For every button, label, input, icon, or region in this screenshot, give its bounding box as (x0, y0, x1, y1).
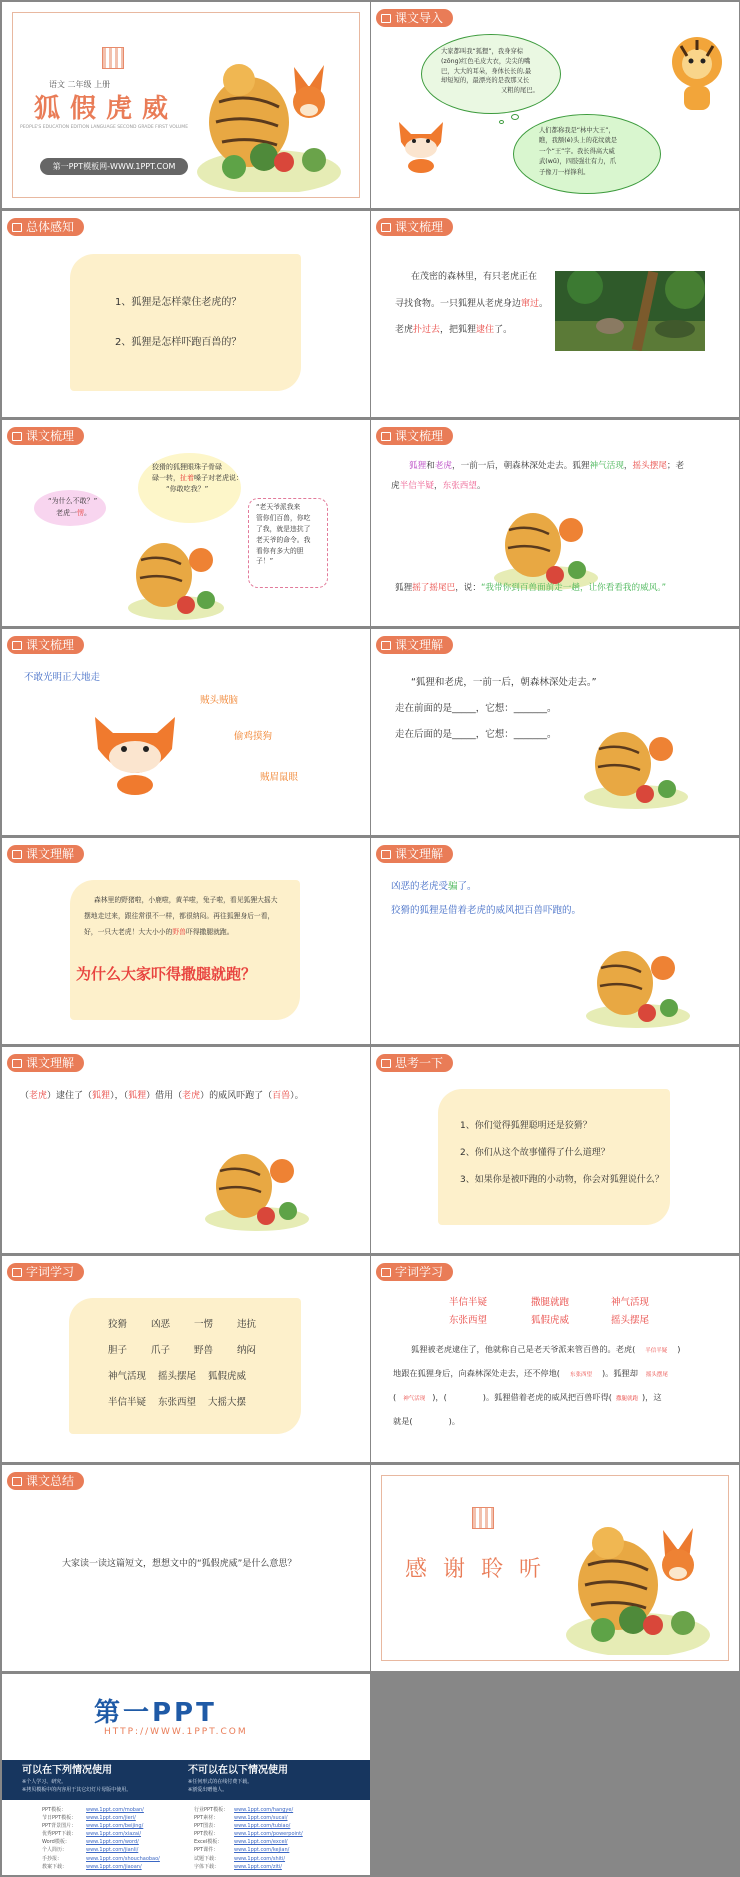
word: 违抗 (237, 1319, 257, 1330)
idiom: 贼眉鼠眼 (260, 772, 299, 783)
vocab-row (108, 1394, 278, 1420)
passage (84, 893, 278, 941)
link-row (194, 1846, 303, 1854)
text: ，一前一后，朝森林深处走去。狐狸 (452, 461, 590, 471)
link[interactable]: www.1ppt.com/tubiao/ (234, 1823, 291, 1830)
text: ，说： (455, 583, 481, 593)
book-icon (381, 1059, 391, 1068)
tiger-illustration (667, 34, 727, 114)
idiom: 偷鸡摸狗 (234, 731, 273, 742)
link[interactable]: www.1ppt.com/sucai/ (234, 1815, 288, 1822)
answer: 神气活现 (403, 1396, 426, 1402)
line: 子！” (256, 557, 274, 566)
link-label: 试题下载： (194, 1855, 220, 1862)
text: ）。 (290, 1091, 304, 1101)
answer: 撒腿就跑 (615, 1396, 638, 1402)
idiom: 摇头摆尾 (611, 1315, 650, 1326)
book-icon (381, 14, 391, 23)
text-line: 不敢光明正大地走 (24, 672, 101, 683)
text: ，把狐狸 (440, 325, 477, 335)
slide-intro[interactable] (371, 2, 739, 208)
word: 一愣 (194, 1319, 214, 1330)
slide-vocab-1[interactable] (2, 1256, 370, 1462)
highlight: 窜过 (521, 299, 540, 309)
link-row (42, 1863, 160, 1871)
book-icon (381, 432, 391, 441)
line: “老天爷派我来 (256, 503, 301, 511)
title-small: 语文 二年级 上册 (49, 80, 111, 89)
line: 了我，就是违抗了 (256, 524, 311, 533)
text: 就是( (393, 1416, 413, 1426)
slide-text-outline-4[interactable] (2, 629, 370, 835)
tiger-illustration (126, 520, 226, 620)
section-tag (376, 1263, 453, 1281)
line: 看你有多大的胆 (256, 546, 304, 555)
section-tag (7, 1263, 84, 1281)
tiger-illustration (563, 1505, 713, 1655)
tiger-illustration (194, 42, 344, 192)
link-row (194, 1814, 303, 1822)
links-right (194, 1806, 303, 1871)
word: 狐假虎威 (208, 1371, 247, 1382)
word: 野兽 (194, 1345, 214, 1356)
link[interactable]: www.1ppt.com/kejian/ (234, 1847, 290, 1854)
link-label: 行业PPT模板： (194, 1807, 229, 1813)
vocab-grid (108, 1316, 278, 1420)
text: 。 (477, 481, 486, 491)
text: 。 (84, 508, 91, 517)
tiger-illustration (583, 928, 693, 1028)
question-2: 2、狐狸是怎样吓跑百兽的？ (115, 337, 242, 348)
link-row (194, 1855, 303, 1863)
word: 神气活现 (108, 1371, 147, 1382)
link[interactable]: www.1ppt.com/jianli/ (86, 1847, 139, 1854)
line: “为什么不敢？” (48, 497, 98, 505)
section-tag-label: 课文梳理 (395, 429, 444, 443)
section-tag-label: 课文梳理 (395, 220, 444, 234)
link[interactable]: www.1ppt.com/jiaoan/ (86, 1863, 142, 1870)
question-card (70, 254, 301, 391)
section-tag-label: 课文总结 (26, 1474, 75, 1488)
link[interactable]: www.1ppt.com/ziti/ (234, 1863, 282, 1870)
link-row (42, 1814, 160, 1822)
section-tag (7, 1472, 84, 1490)
tiger-line: 一个“王”字。我长得高大威 (539, 147, 615, 155)
section-tag-label: 课文理解 (395, 638, 444, 652)
title-subtitle: PEOPLE'S EDUCATION EDITION LANGUAGE SECOND GRADE FIRST VOLUME (20, 125, 189, 130)
slide-overview[interactable] (2, 211, 370, 417)
tiger-illustration (581, 709, 691, 809)
highlight: 逮住 (476, 325, 495, 335)
slide-understanding-1[interactable] (371, 629, 739, 835)
book-icon (472, 1507, 494, 1529)
fox-line: (zōng)红色毛皮大衣，尖尖的嘴 (441, 57, 531, 65)
fox-line: 却短短的，最漂亮的是我那又长 (441, 77, 530, 85)
text: )，( (432, 1392, 447, 1402)
slide-thanks[interactable] (371, 1465, 739, 1671)
book-icon (381, 850, 391, 859)
logo-url: HTTP://WWW.1PPT.COM (104, 1727, 248, 1737)
question: 为什么大家吓得撒腿就跑？ (76, 965, 257, 983)
link-label: Excel模板： (194, 1839, 223, 1846)
can-title: 可以在下列情况使用 (22, 1765, 112, 1776)
can-items (22, 1778, 131, 1794)
text-line: 在茂密的森林里，有只老虎正在 (411, 272, 538, 282)
fox-line: 巴，大大的耳朵，身体长长的,最 (441, 67, 532, 75)
item: ※拷贝模板中的内容用于其它幻灯片母版中使用。 (22, 1787, 132, 1793)
text: ），（ (110, 1091, 129, 1101)
word: 狡猾 (108, 1319, 128, 1330)
question-1: 1、你们觉得狐狸聪明还是狡猾？ (460, 1121, 592, 1131)
fox-intro-text (441, 47, 539, 96)
tiger-intro-text (539, 126, 617, 178)
text-line (395, 298, 548, 312)
text: 碌一转， (152, 474, 180, 483)
text: 和 (426, 461, 435, 471)
text: 。 (539, 299, 549, 309)
section-tag-label: 课文理解 (26, 1056, 75, 1070)
forest-scene (555, 271, 705, 351)
vocab-row (108, 1342, 278, 1368)
item: ※个人学习、研究。 (22, 1779, 67, 1785)
logo: 第一PPT (94, 1698, 217, 1728)
slide-understanding-4[interactable] (2, 1047, 370, 1253)
book-icon (381, 223, 391, 232)
section-tag (376, 1054, 453, 1072)
text: ， (623, 461, 633, 471)
link[interactable]: www.1ppt.com/hangye/ (234, 1807, 294, 1813)
link-label: 个人简历： (42, 1847, 68, 1854)
links-left (42, 1806, 160, 1871)
idiom: 半信半疑 (449, 1297, 488, 1308)
text: 老虎一 (56, 508, 77, 517)
bubble-dot (499, 120, 504, 124)
book-icon (12, 432, 22, 441)
link[interactable]: www.1ppt.com/shiti/ (234, 1855, 286, 1862)
vocab-row (108, 1368, 278, 1394)
text: )。狐狸借着老虎的威风把百兽吓得( (482, 1392, 612, 1402)
section-tag-label: 字词学习 (26, 1265, 75, 1279)
link[interactable]: www.1ppt.com/moban/ (86, 1807, 144, 1813)
word: 摇头摆尾 (158, 1371, 197, 1382)
link-label: 教案下载： (42, 1863, 68, 1870)
line (48, 508, 97, 520)
thanks-text: 感谢聆听 (405, 1557, 558, 1582)
highlight: “我带你到百兽面前走一趟，让你看看我的威风。” (480, 583, 667, 593)
link-label: PPT背景图片： (42, 1823, 77, 1830)
text: 老虎 (395, 325, 414, 335)
link[interactable]: www.1ppt.com/xiazai/ (86, 1831, 142, 1838)
link-row (42, 1855, 160, 1863)
highlight: 东张西望 (442, 481, 477, 491)
section-tag-label: 课文导入 (395, 11, 444, 25)
link-row (42, 1838, 160, 1846)
slide-title-text: 狐假虎威 (34, 94, 179, 124)
link-row (194, 1822, 303, 1830)
answer: 百兽 (272, 1091, 291, 1101)
slide-vocab-2[interactable] (371, 1256, 739, 1462)
section-tag (7, 1054, 84, 1072)
word: 半信半疑 (108, 1397, 147, 1408)
answer: 摇头摆尾 (645, 1372, 668, 1378)
text: ( (393, 1392, 397, 1402)
fox-illustration (90, 707, 180, 797)
text: )。狐狸却 (601, 1368, 638, 1378)
item: ※任何形式的在线付费下载。 (188, 1779, 253, 1785)
slide-understanding-2[interactable] (2, 838, 370, 1044)
link-label: PPT课件： (194, 1847, 219, 1854)
link-row (42, 1830, 160, 1838)
section-tag (376, 845, 453, 863)
link-label: PPT教程： (194, 1831, 219, 1838)
tiger-illustration (202, 1131, 312, 1231)
link-row (42, 1806, 160, 1814)
word: 东张西望 (158, 1397, 197, 1408)
word: 凶恶 (151, 1319, 171, 1330)
idiom: 撒腿就跑 (531, 1297, 570, 1308)
text: )，这 (641, 1392, 662, 1402)
fox-illustration (391, 114, 451, 174)
highlight: 扯着 (180, 474, 194, 483)
section-tag-label: 课文梳理 (26, 638, 75, 652)
text-line (409, 460, 684, 473)
badge: 第一PPT模板网-WWW.1PPT.COM (40, 158, 188, 175)
book-icon (12, 1477, 22, 1486)
section-tag-label: 思考一下 (395, 1056, 444, 1070)
link-row (194, 1838, 303, 1846)
fox-line: 大家都叫我“狐狸”，我身穿棕 (441, 48, 524, 55)
section-tag (376, 9, 453, 27)
highlight: 骗 (448, 881, 458, 892)
text: 狐狸 (395, 583, 413, 593)
link[interactable]: www.1ppt.com/jieri/ (86, 1815, 136, 1822)
book-icon (12, 850, 22, 859)
text: 好，一只大老虎！大大小小的 (84, 927, 173, 936)
text: 了。 (494, 325, 513, 335)
link-row (42, 1846, 160, 1854)
book-icon (12, 223, 22, 232)
text-line: 狡猾的狐狸是借着老虎的威风把百兽吓跑的。 (391, 905, 582, 916)
link[interactable]: www.1ppt.com/word/ (86, 1839, 139, 1846)
item: ※割爱出赠他人。 (188, 1787, 228, 1793)
text: ）的威风吓跑了（ (200, 1091, 273, 1101)
summary-line (20, 1090, 304, 1104)
section-tag (376, 218, 453, 236)
book-icon (381, 641, 391, 650)
text: 嗓子对老虎说： (194, 474, 243, 483)
section-tag-label: 课文理解 (395, 847, 444, 861)
text: 了。 (457, 881, 477, 892)
line (84, 925, 278, 941)
question-3: 3、如果你是被吓跑的小动物，你会对狐狸说什么？ (460, 1175, 664, 1185)
passage-line (411, 1345, 680, 1355)
passage-line (393, 1393, 662, 1403)
book-icon (381, 1268, 391, 1277)
fill-blank: 走在前面的是_____，它想：_______。 (395, 703, 557, 714)
word: 纳闷 (237, 1345, 257, 1356)
link[interactable]: www.1ppt.com/beijing/ (86, 1823, 144, 1830)
line: 摆地走过来，跟往常很不一样，都很纳闷。再往狐狸身后一看， (84, 911, 275, 920)
summary-question: 大家读一读这篇短文，想想文中的“狐假虎威”是什么意思？ (62, 1559, 297, 1569)
fox-threat (256, 502, 310, 567)
section-tag-label: 字词学习 (395, 1265, 444, 1279)
answer: 老虎 (182, 1091, 201, 1101)
line: 狡猾的狐狸眼珠子骨碌 (152, 463, 222, 471)
text-line (395, 324, 512, 338)
link-row (194, 1830, 303, 1838)
highlight: 野兽 (172, 927, 186, 936)
tiger-line: 人们都称我是“林中大王”， (539, 127, 615, 134)
highlight: 狐狸 (409, 461, 427, 471)
link-label: PPT图表： (194, 1823, 219, 1830)
text: ， (434, 481, 443, 491)
fox-speech (152, 462, 243, 496)
link[interactable]: www.1ppt.com/powerpoint/ (234, 1831, 303, 1838)
fox-line: 又粗的尾巴。 (501, 87, 539, 94)
slide-text-outline-1[interactable] (371, 211, 739, 417)
section-tag (7, 427, 84, 445)
slide-summary[interactable] (2, 1465, 370, 1671)
section-tag (7, 636, 84, 654)
text: 吓得撒腿就跑。 (185, 927, 234, 936)
text: ) (677, 1344, 681, 1354)
link-label: 字体下载： (194, 1863, 220, 1870)
text: 地跟在狐狸身后，向森林深处走去，还不停地( (393, 1368, 560, 1378)
line: 森林里的野猪啦，小鹿啦，黄羊啦，兔子啦，看见狐狸大摇大 (94, 896, 278, 904)
passage-line (393, 1369, 676, 1379)
answer: 老虎 (29, 1091, 48, 1101)
section-tag-label: 总体感知 (26, 220, 75, 234)
word: 爪子 (151, 1345, 171, 1356)
line: 老天爷的命令。我 (256, 535, 311, 544)
tiger-line: 瞧，我额(é)头上的花纹就是 (539, 137, 618, 145)
answer: 半信半疑 (645, 1348, 668, 1354)
idiom: 狐假虎威 (531, 1315, 570, 1326)
tiger-illustration (491, 490, 601, 590)
link-label: PPT模板： (42, 1807, 67, 1813)
link[interactable]: www.1ppt.com/excel/ (234, 1839, 288, 1846)
link-row (42, 1822, 160, 1830)
highlight: 摇了摇尾巴 (412, 583, 456, 593)
quote: “狐狸和老虎，一前一后，朝森林深处走去。” (411, 677, 597, 688)
section-tag (7, 845, 84, 863)
book-icon (12, 1059, 22, 1068)
text: （ (20, 1091, 30, 1101)
line: 管你们百兽，你吃 (256, 513, 311, 522)
text: 虎 (391, 481, 400, 491)
idiom: 神气活现 (611, 1297, 650, 1308)
line: “你敢吃我？” (166, 485, 209, 494)
question-1: 1、狐狸是怎样蒙住老虎的？ (115, 297, 242, 308)
text: ）逮住了（ (47, 1091, 93, 1101)
section-tag (376, 636, 453, 654)
link[interactable]: www.1ppt.com/shouchaobao/ (86, 1855, 160, 1862)
highlight: 神气活现 (589, 461, 624, 471)
question-2: 2、你们从这个故事懂得了什么道理？ (460, 1148, 610, 1158)
text: ）借用（ (146, 1091, 183, 1101)
section-tag (7, 218, 84, 236)
tiger-speech (48, 496, 97, 520)
text: ；老 (666, 461, 685, 471)
vocab-row (108, 1316, 278, 1342)
answer: 东张西望 (569, 1372, 592, 1378)
book-icon (12, 641, 22, 650)
text-line (391, 880, 477, 894)
cannot-title: 不可以在以下情况使用 (188, 1765, 288, 1776)
slide-title[interactable] (2, 2, 370, 208)
highlight: 摇头摆尾 (632, 461, 667, 471)
answer: 狐狸 (92, 1091, 111, 1101)
word: 大摇大摆 (208, 1397, 247, 1408)
text: )。 (448, 1416, 460, 1426)
highlight: 老虎 (434, 461, 453, 471)
link-row (194, 1863, 303, 1871)
text: 狐狸被老虎逮住了，他就称自己是老天爷派来管百兽的。老虎( (411, 1344, 636, 1354)
text-line (391, 480, 486, 493)
slide-understanding-3[interactable] (371, 838, 739, 1044)
link-label: 手抄报： (42, 1855, 63, 1862)
slide-text-outline-2[interactable] (2, 420, 370, 626)
bubble-dot (511, 114, 519, 120)
passage-line (393, 1417, 460, 1425)
tiger-line: 子像刀一样锋利。 (539, 168, 590, 176)
slide-think[interactable] (371, 1047, 739, 1253)
link-label: PPT素材： (194, 1815, 219, 1822)
link-label: 节日PPT模板： (42, 1815, 77, 1822)
slide-ad[interactable] (2, 1674, 370, 1875)
book-icon (102, 47, 124, 69)
highlight: 扑过去 (413, 325, 441, 335)
slide-text-outline-3[interactable] (371, 420, 739, 626)
line (152, 473, 243, 484)
section-tag-label: 课文理解 (26, 847, 75, 861)
answer: 狐狸 (128, 1091, 147, 1101)
link-row (194, 1806, 303, 1814)
book-icon (12, 1268, 22, 1277)
word: 胆子 (108, 1345, 128, 1356)
text: 凶恶的老虎受 (391, 881, 449, 892)
idiom: 贼头贼脑 (200, 695, 239, 706)
highlight: 半信半疑 (399, 481, 434, 491)
link-label: Word模板： (42, 1839, 70, 1846)
cannot-items (188, 1778, 252, 1794)
highlight: 愣 (77, 508, 84, 517)
fill-blank: 走在后面的是_____，它想：_______。 (395, 729, 557, 740)
section-tag (376, 427, 453, 445)
idiom: 东张西望 (449, 1315, 488, 1326)
link-label: 优秀PPT下载： (42, 1831, 77, 1838)
tiger-line: 武(wǔ)，四肢强壮有力，爪 (539, 158, 617, 166)
text: 寻找食物。一只狐狸从老虎身边 (395, 299, 522, 309)
section-tag-label: 课文梳理 (26, 429, 75, 443)
text-line (395, 582, 666, 595)
